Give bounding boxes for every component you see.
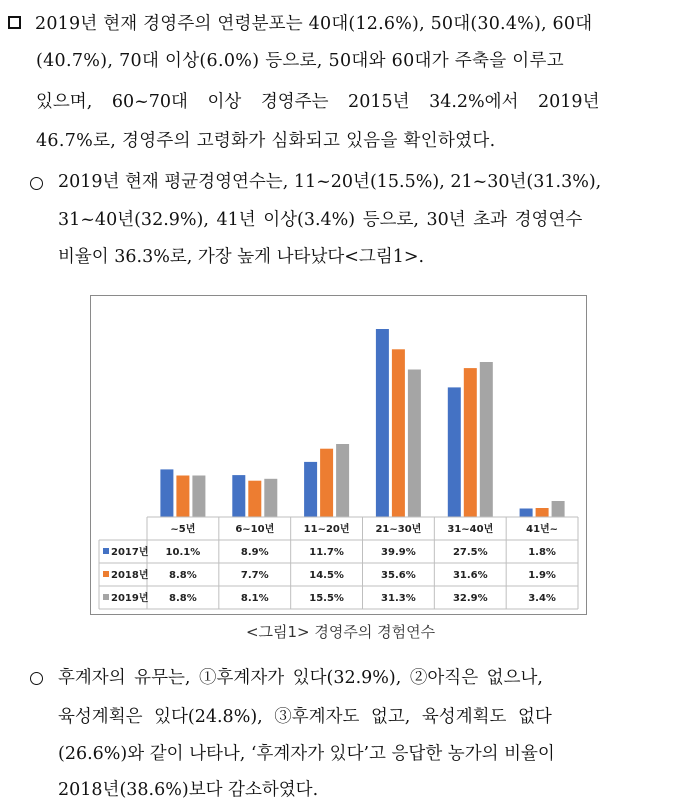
text-line: 있으며, 60~70대 이상 경영주는 2015년 34.2%에서 2019년 xyxy=(36,92,600,112)
bar-2017년-11~20년 xyxy=(304,462,317,517)
data-label: 27.5% xyxy=(452,547,488,558)
data-label: 31.6% xyxy=(452,570,488,581)
category-label: ~5년 xyxy=(170,524,196,535)
category-label: 6~10년 xyxy=(235,524,275,535)
circle-bullet-icon xyxy=(30,177,43,190)
category-label: 31~40년 xyxy=(447,524,494,535)
bar-2017년-~5년 xyxy=(160,469,173,517)
data-label: 10.1% xyxy=(165,547,201,558)
text-line: 2019년 현재 경영주의 연령분포는 40대(12.6%), 50대(30.4%), 60대 xyxy=(35,14,593,34)
data-label: 11.7% xyxy=(309,547,344,558)
data-label: 32.9% xyxy=(452,593,488,604)
data-label: 8.1% xyxy=(240,593,269,604)
legend-key-icon xyxy=(103,571,109,577)
bar-2017년-31~40년 xyxy=(448,387,461,517)
bar-2018년-41년~ xyxy=(536,508,549,517)
data-label: 8.9% xyxy=(240,547,269,558)
bar-2017년-6~10년 xyxy=(232,475,245,517)
data-label: 14.5% xyxy=(309,570,344,581)
bar-2017년-21~30년 xyxy=(376,329,389,517)
text-line: 31~40년(32.9%), 41년 이상(3.4%) 등으로, 30년 초과 경영연수 xyxy=(58,210,583,230)
bar-2019년-6~10년 xyxy=(264,479,277,517)
category-label: 11~20년 xyxy=(303,524,350,535)
bar-2019년-21~30년 xyxy=(408,370,421,518)
bar-2019년-~5년 xyxy=(192,476,205,518)
square-bullet-icon xyxy=(8,16,21,29)
data-label: 1.8% xyxy=(528,547,556,558)
bar-2019년-11~20년 xyxy=(336,444,349,517)
text-line: (26.6%)와 같이 나타나, ‘후계자가 있다’고 응답한 농가의 비율이 xyxy=(58,744,555,764)
figure-caption: <그림1> 경영주의 경험연수 xyxy=(245,623,436,641)
series-name: 2018년 xyxy=(111,570,149,581)
bar-2018년-~5년 xyxy=(176,476,189,518)
data-label: 8.8% xyxy=(169,570,197,581)
text-line: 비율이 36.3%로, 가장 높게 나타났다<그림1>. xyxy=(58,247,425,267)
text-line: 2018년(38.6%)보다 감소하였다. xyxy=(58,780,319,800)
category-label: 21~30년 xyxy=(375,524,422,535)
text-line: 46.7%로, 경영주의 고령화가 심화되고 있음을 확인하였다. xyxy=(36,131,496,151)
data-label: 31.3% xyxy=(381,593,416,604)
data-label: 7.7% xyxy=(240,570,269,581)
data-label: 15.5% xyxy=(309,593,344,604)
bar-2018년-31~40년 xyxy=(464,368,477,517)
data-label: 8.8% xyxy=(169,593,197,604)
text-line: 2019년 현재 평균경영연수는, 11~20년(15.5%), 21~30년(31.3%), xyxy=(58,172,602,192)
bar-2019년-41년~ xyxy=(552,501,565,517)
series-name: 2019년 xyxy=(111,593,149,604)
data-label: 1.9% xyxy=(528,570,556,581)
text-line: (40.7%), 70대 이상(6.0%) 등으로, 50대와 60대가 주축을 이루고 xyxy=(36,51,564,71)
series-name: 2017년 xyxy=(111,547,149,558)
legend-key-icon xyxy=(103,594,109,600)
circle-bullet-icon xyxy=(30,672,43,685)
bar-2018년-21~30년 xyxy=(392,349,405,517)
data-label: 39.9% xyxy=(381,547,416,558)
category-label: 41년~ xyxy=(526,524,559,535)
experience-years-chart xyxy=(90,295,587,615)
bar-2017년-41년~ xyxy=(520,509,533,518)
bar-2018년-6~10년 xyxy=(248,481,261,517)
bar-2018년-11~20년 xyxy=(320,449,333,517)
chart-svg xyxy=(91,296,588,616)
text-line: 육성계획은 있다(24.8%), ③후계자도 없고, 육성계획도 없다 xyxy=(58,707,552,727)
data-label: 35.6% xyxy=(381,570,416,581)
legend-key-icon xyxy=(103,548,109,554)
data-label: 3.4% xyxy=(528,593,556,604)
bar-2019년-31~40년 xyxy=(480,362,493,517)
text-line: 후계자의 유무는, ①후계자가 있다(32.9%), ②아직은 없으나, xyxy=(58,668,543,688)
